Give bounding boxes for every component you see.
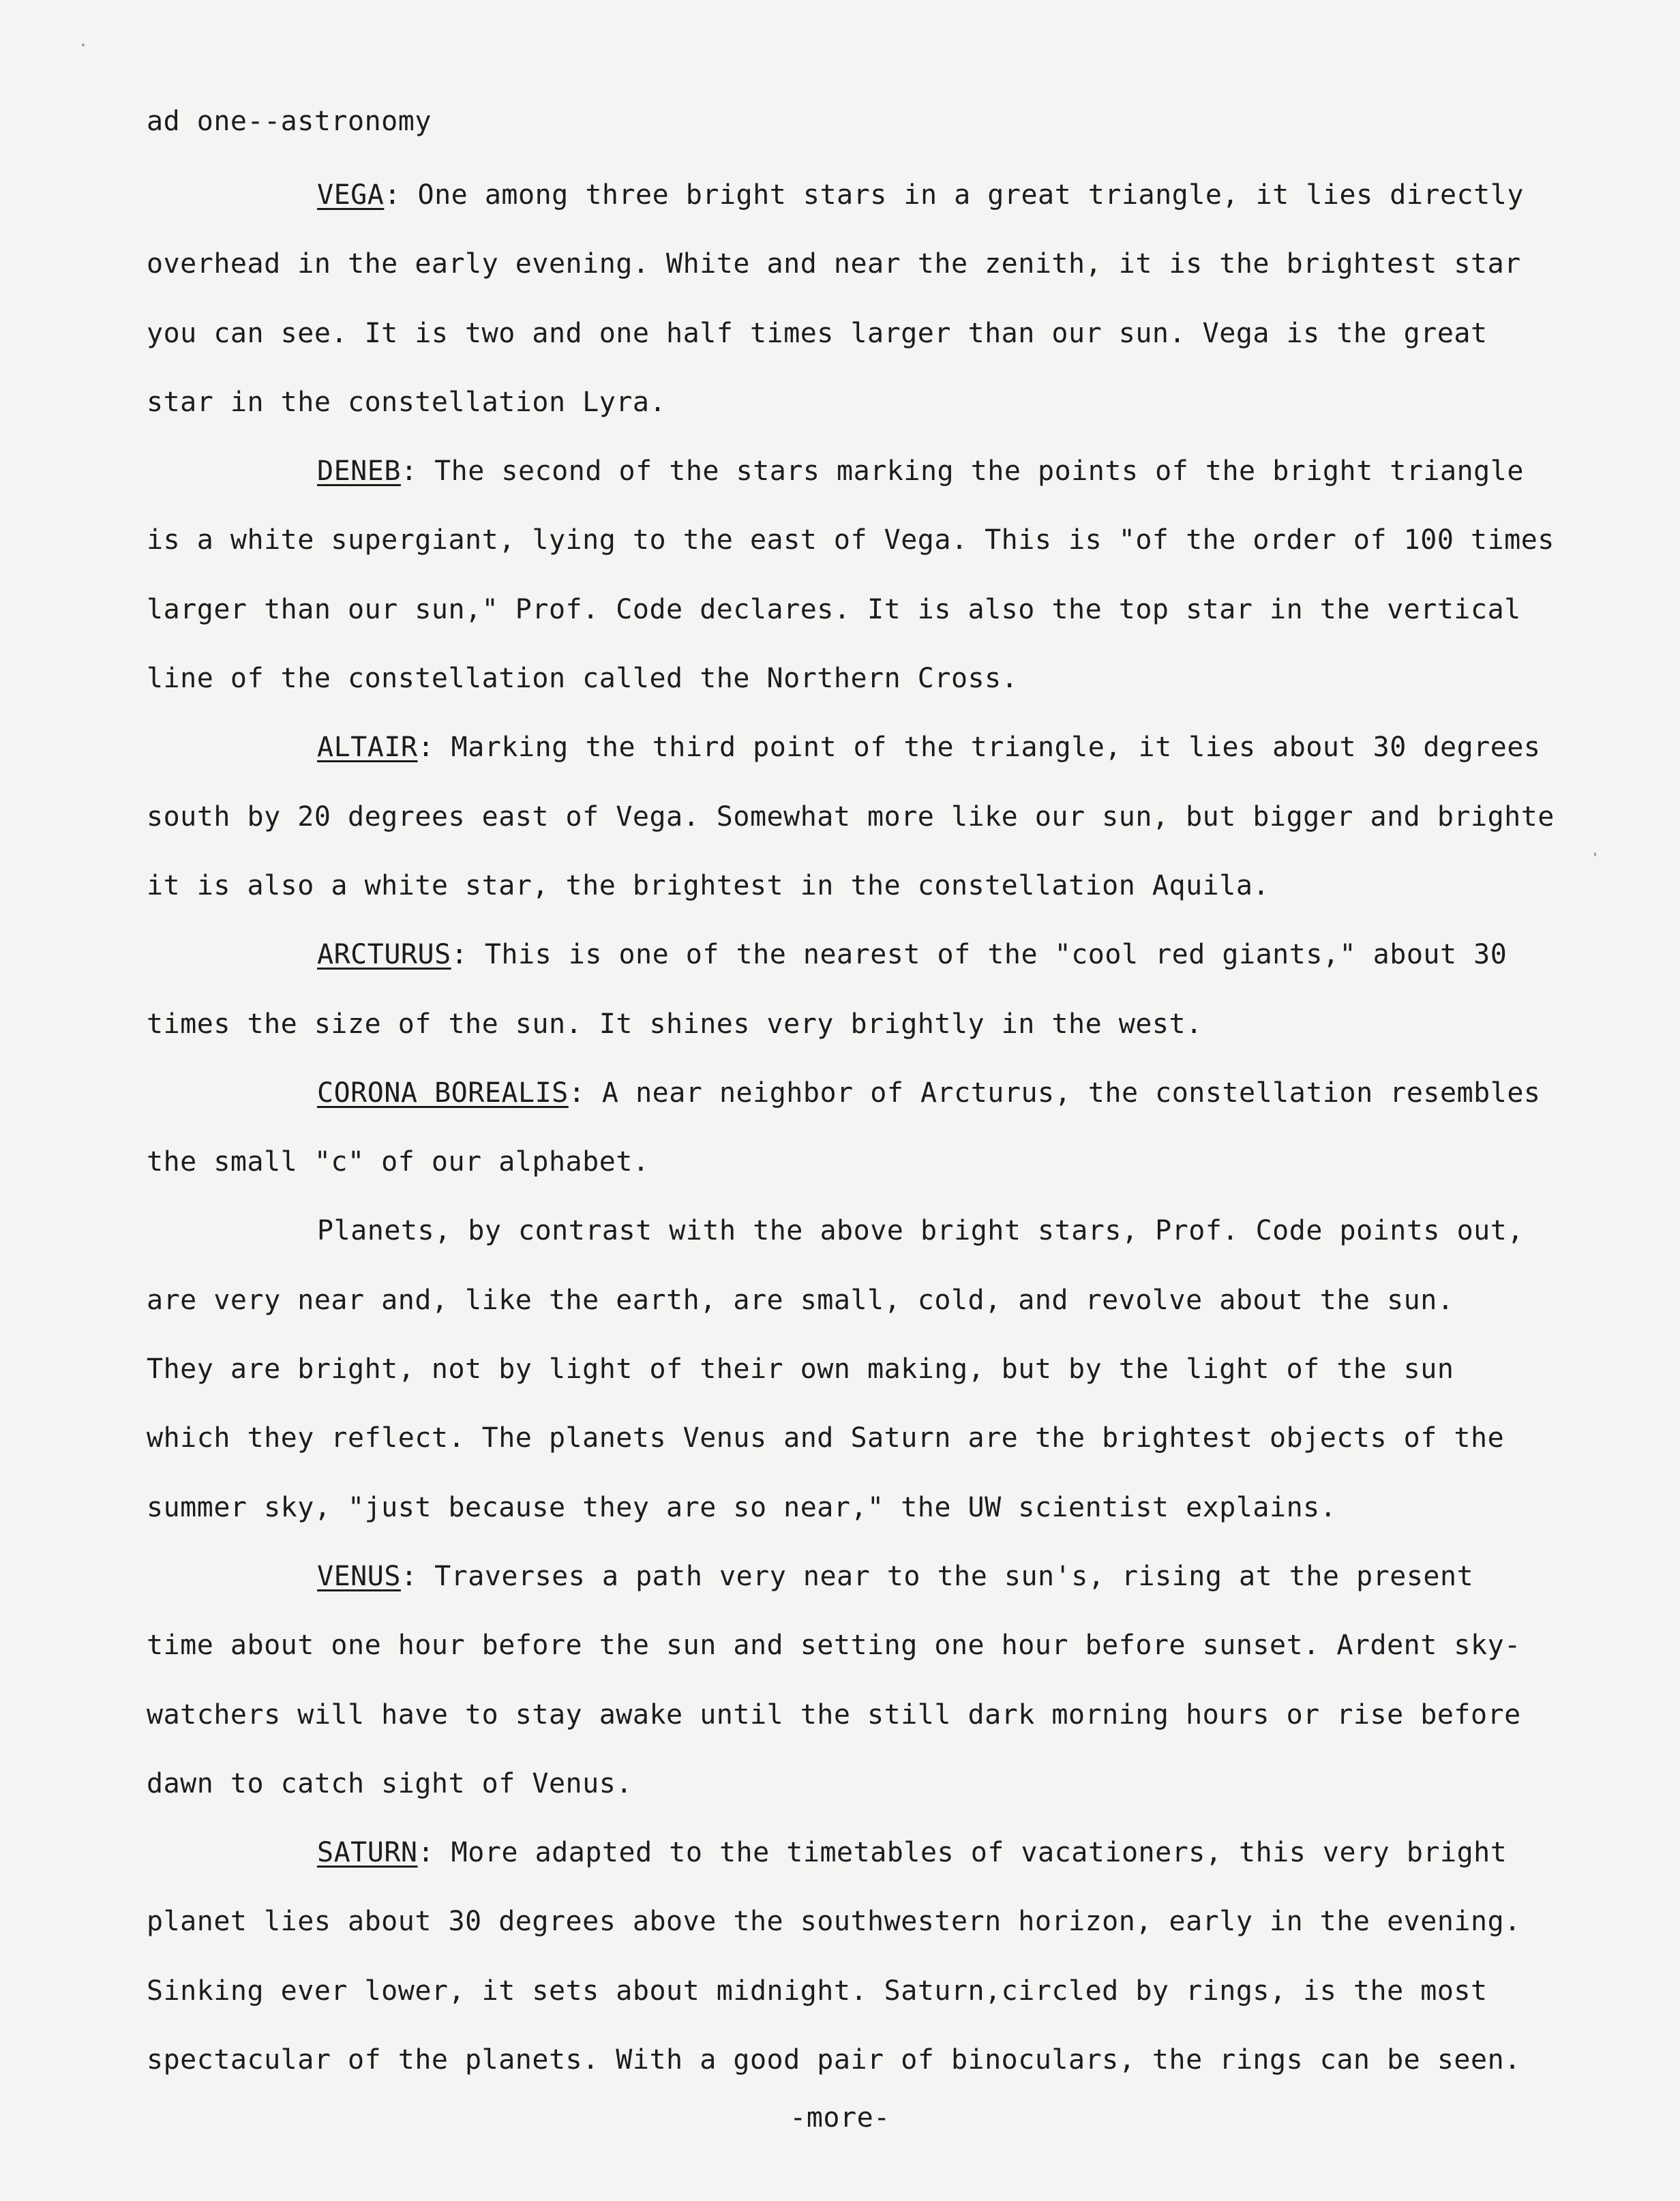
paragraph-deneb-line-1: DENEB: The second of the stars marking the points of the bright triangle bbox=[317, 455, 1524, 488]
paragraph-vega-line-2: overhead in the early evening. White and near the zenith, it is the brightest star bbox=[147, 248, 1521, 280]
paragraph-venus-line-1: VENUS: Traverses a path very near to the sun's, rising at the present bbox=[317, 1560, 1474, 1592]
heading-vega: VEGA bbox=[317, 179, 385, 211]
paragraph-arcturus-line-2: times the size of the sun. It shines very brightly in the west. bbox=[147, 1008, 1203, 1040]
paragraph-planets-line-5: summer sky, "just because they are so near," the UW scientist explains. bbox=[147, 1491, 1337, 1523]
paper-speck bbox=[82, 44, 85, 46]
heading-deneb: DENEB bbox=[317, 455, 401, 488]
paragraph-venus-line-2: time about one hour before the sun and setting one hour before sunset. Ardent sky- bbox=[147, 1630, 1521, 1662]
heading-altair: ALTAIR bbox=[317, 732, 418, 764]
heading-venus: VENUS bbox=[317, 1560, 401, 1592]
slug-line: ad one--astronomy bbox=[147, 106, 432, 137]
document-body bbox=[147, 175, 1599, 2108]
paragraph-vega-line-1: VEGA: One among three bright stars in a great triangle, it lies directly bbox=[317, 179, 1524, 211]
continuation-marker: -more- bbox=[790, 2102, 890, 2133]
paragraph-deneb-line-2: is a white supergiant, lying to the east of Vega. This is "of the order of 100 times bbox=[147, 524, 1555, 556]
paragraph-saturn-line-2: planet lies about 30 degrees above the southwestern horizon, early in the evening. bbox=[147, 1906, 1521, 1938]
paragraph-venus-line-4: dawn to catch sight of Venus. bbox=[147, 1767, 633, 1799]
paragraph-altair-line-1: ALTAIR: Marking the third point of the triangle, it lies about 30 degrees bbox=[317, 732, 1541, 764]
paragraph-vega-line-4: star in the constellation Lyra. bbox=[147, 386, 667, 418]
paragraph-saturn-line-3: Sinking ever lower, it sets about midnight. Saturn,circled by rings, is the most bbox=[147, 1975, 1488, 2007]
paragraph-venus-line-3: watchers will have to stay awake until the still dark morning hours or rise before bbox=[147, 1698, 1521, 1731]
paragraph-planets-line-4: which they reflect. The planets Venus and Saturn are the brightest objects of the bbox=[147, 1422, 1505, 1454]
paragraph-corona-borealis-line-1: CORONA BOREALIS: A near neighbor of Arcturus, the constellation resembles bbox=[317, 1077, 1541, 1109]
paragraph-deneb-line-3: larger than our sun," Prof. Code declares. It is also the top star in the vertical bbox=[147, 593, 1521, 625]
paragraph-corona-borealis-line-2: the small "c" of our alphabet. bbox=[147, 1146, 650, 1178]
paragraph-planets-line-3: They are bright, not by light of their own making, but by the light of the sun bbox=[147, 1353, 1454, 1386]
heading-arcturus: ARCTURUS bbox=[317, 939, 451, 971]
paragraph-deneb-line-4: line of the constellation called the Northern Cross. bbox=[147, 663, 1019, 695]
heading-corona-borealis: CORONA BOREALIS bbox=[317, 1077, 569, 1109]
paragraph-altair-line-2: south by 20 degrees east of Vega. Somewhat more like our sun, but bigger and brighte bbox=[147, 800, 1555, 833]
paragraph-planets-line-2: are very near and, like the earth, are small, cold, and revolve about the sun. bbox=[147, 1284, 1454, 1316]
paragraph-altair-line-3: it is also a white star, the brightest in the constellation Aquila. bbox=[147, 869, 1270, 901]
paragraph-vega-line-3: you can see. It is two and one half times larger than our sun. Vega is the great bbox=[147, 317, 1488, 349]
paragraph-saturn-line-1: SATURN: More adapted to the timetables of vacationers, this very bright bbox=[317, 1837, 1508, 1869]
paragraph-planets-line-1: Planets, by contrast with the above bright stars, Prof. Code points out, bbox=[317, 1215, 1524, 1247]
heading-saturn: SATURN bbox=[317, 1837, 418, 1869]
paragraph-arcturus-line-1: ARCTURUS: This is one of the nearest of the "cool red giants," about 30 bbox=[317, 939, 1508, 971]
paragraph-saturn-line-4: spectacular of the planets. With a good pair of binoculars, the rings can be seen. bbox=[147, 2044, 1521, 2076]
paper-speck bbox=[1594, 852, 1596, 856]
